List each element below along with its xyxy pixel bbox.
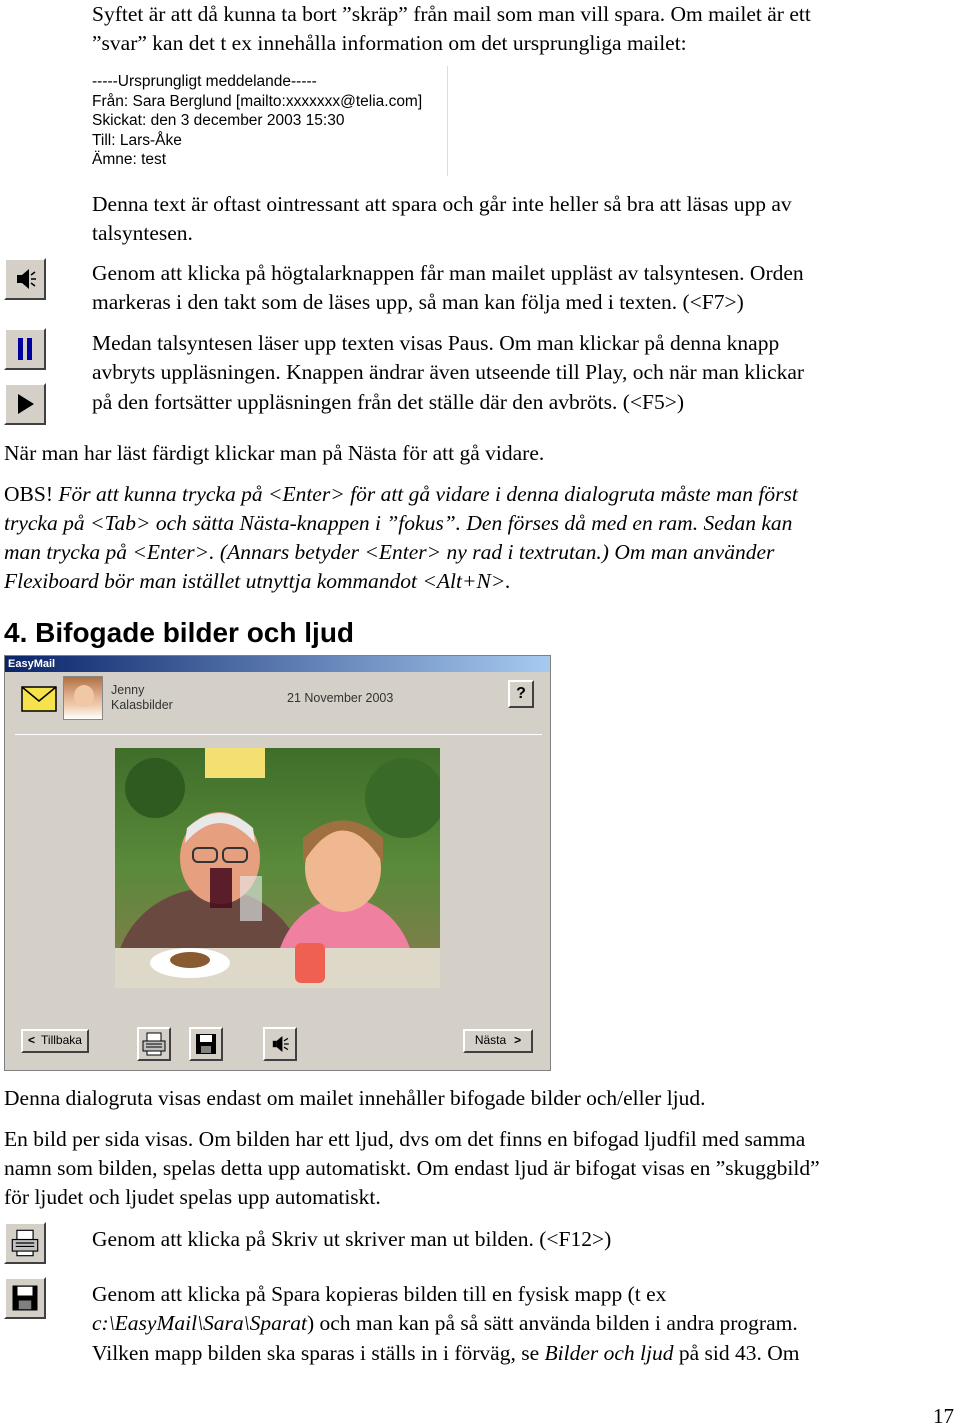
quoted-header-line: Ämne: test	[92, 151, 167, 168]
print-button-doc[interactable]	[4, 1222, 46, 1264]
paragraph-pause-line-3: på den fortsätter uppläsningen från det ställe där den avbröts. (<F5>)	[92, 390, 685, 414]
speaker-icon	[10, 264, 40, 294]
paragraph-uninteresting-line-2: talsyntesen.	[92, 221, 193, 245]
speaker-icon	[268, 1032, 292, 1056]
section-heading: 4. Bifogade bilder och ljud	[4, 617, 355, 648]
save-line-3-ref: Bilder och ljud	[544, 1341, 674, 1365]
paragraph-speaker-line-2: markeras i den takt som de läses upp, så man kan följa med i texten. (<F7>)	[92, 290, 744, 314]
speaker-button-window[interactable]	[263, 1027, 297, 1061]
paragraph-dialog: Denna dialogruta visas endast om mailet innehåller bifogade bilder och/eller ljud.	[4, 1086, 706, 1110]
avatar	[63, 676, 103, 720]
obs-label: OBS!	[4, 482, 53, 506]
intro-line-2: ”svar” kan det t ex innehålla information om det ursprungliga mailet:	[92, 31, 687, 55]
paragraph-done: När man har läst färdigt klickar man på Nästa för att gå vidare.	[4, 441, 545, 465]
back-label: Tillbaka	[41, 1033, 82, 1048]
play-icon	[10, 389, 40, 419]
paragraph-save-line-3	[92, 1339, 800, 1369]
paragraph-one-image-line-3: för ljudet och ljudet spelas upp automatiskt.	[4, 1185, 381, 1209]
paragraph-one-image: En bild per sida visas. Om bilden har ett ljud, dvs om det finns en bifogad ljudfil med samma	[4, 1127, 806, 1151]
paragraph-save-line-2	[92, 1309, 798, 1339]
sender-name: Jenny	[111, 683, 145, 697]
printer-icon	[10, 1228, 40, 1258]
floppy-disk-icon	[194, 1032, 218, 1056]
window-title: EasyMail	[5, 656, 550, 672]
speaker-button[interactable]	[4, 258, 46, 300]
obs-line-4: Flexiboard bör man istället utnyttja kommandot <Alt+N>.	[4, 569, 511, 593]
divider	[15, 734, 542, 735]
next-label: Nästa	[474, 1033, 507, 1048]
quoted-header-line: Skickat: den 3 december 2003 15:30	[92, 112, 345, 129]
mail-date: 21 November 2003	[287, 691, 394, 705]
easymail-window	[4, 655, 551, 1071]
obs-line-3: man trycka på <Enter>. (Annars betyder <Enter> ny rad i textrutan.) Om man använder	[4, 540, 775, 564]
back-button[interactable]	[21, 1029, 89, 1053]
paragraph-uninteresting: Denna text är oftast ointressant att spara och går inte heller så bra att läsas upp av	[92, 192, 792, 216]
save-button[interactable]	[189, 1027, 223, 1061]
obs-line-2: trycka på <Tab> och sätta Nästa-knappen i ”fokus”. Den förses då med en ram. Sedan kan	[4, 511, 793, 535]
save-line-3-b: på sid 43. Om	[673, 1341, 800, 1365]
next-button[interactable]	[463, 1029, 533, 1053]
paragraph-speaker: Genom att klicka på högtalarknappen får man mailet uppläst av talsyntesen. Orden	[92, 261, 804, 285]
quoted-header-line: Till: Lars-Åke	[92, 131, 182, 149]
next-arrow-icon: >	[514, 1033, 522, 1048]
save-line-3-a: Vilken mapp bilden ska sparas i ställs in i förväg, se	[92, 1341, 545, 1365]
play-button[interactable]	[4, 383, 46, 425]
paragraph-pause-line-2: avbryts uppläsningen. Knappen ändrar även utseende till Play, och när man klickar	[92, 360, 805, 384]
page-number: 17	[933, 1404, 954, 1427]
floppy-disk-icon	[10, 1283, 40, 1313]
back-arrow-icon: <	[28, 1033, 36, 1048]
paragraph-save: Genom att klicka på Spara kopieras bilden till en fysisk mapp (t ex	[92, 1282, 667, 1306]
paragraph-print: Genom att klicka på Skriv ut skriver man ut bilden. (<F12>)	[92, 1227, 612, 1251]
pause-button[interactable]	[4, 328, 46, 370]
save-path: c:\EasyMail\Sara\Sparat	[92, 1311, 307, 1335]
printer-icon	[141, 1032, 167, 1056]
save-line-2-rest: ) och man kan på så sätt använda bilden i andra program.	[306, 1311, 798, 1335]
quoted-header-line: Från: Sara Berglund [mailto:xxxxxxx@telia.com]	[92, 92, 423, 110]
attached-photo	[115, 748, 440, 988]
print-button[interactable]	[137, 1027, 171, 1061]
pause-icon	[10, 334, 40, 364]
mail-subject: Kalasbilder	[111, 698, 173, 712]
obs-note	[4, 480, 798, 510]
paragraph-pause: Medan talsyntesen läser upp texten visas Paus. Om man klickar på denna knapp	[92, 331, 780, 355]
obs-line-1: För att kunna trycka på <Enter> för att gå vidare i denna dialogruta måste man först	[52, 482, 798, 506]
help-button[interactable]	[508, 680, 534, 708]
save-button-doc[interactable]	[4, 1277, 46, 1319]
quoted-header-snippet	[92, 66, 448, 176]
help-icon: ?	[516, 685, 526, 703]
paragraph-one-image-line-2: namn som bilden, spelas detta upp automatiskt. Om endast ljud är bifogat visas en ”skuggbild”	[4, 1156, 820, 1180]
quoted-header-line: -----Ursprungligt meddelande-----	[92, 73, 317, 90]
envelope-icon	[21, 686, 57, 712]
intro-line-1: Syftet är att då kunna ta bort ”skräp” från mail som man vill spara. Om mailet är ett	[92, 2, 811, 26]
